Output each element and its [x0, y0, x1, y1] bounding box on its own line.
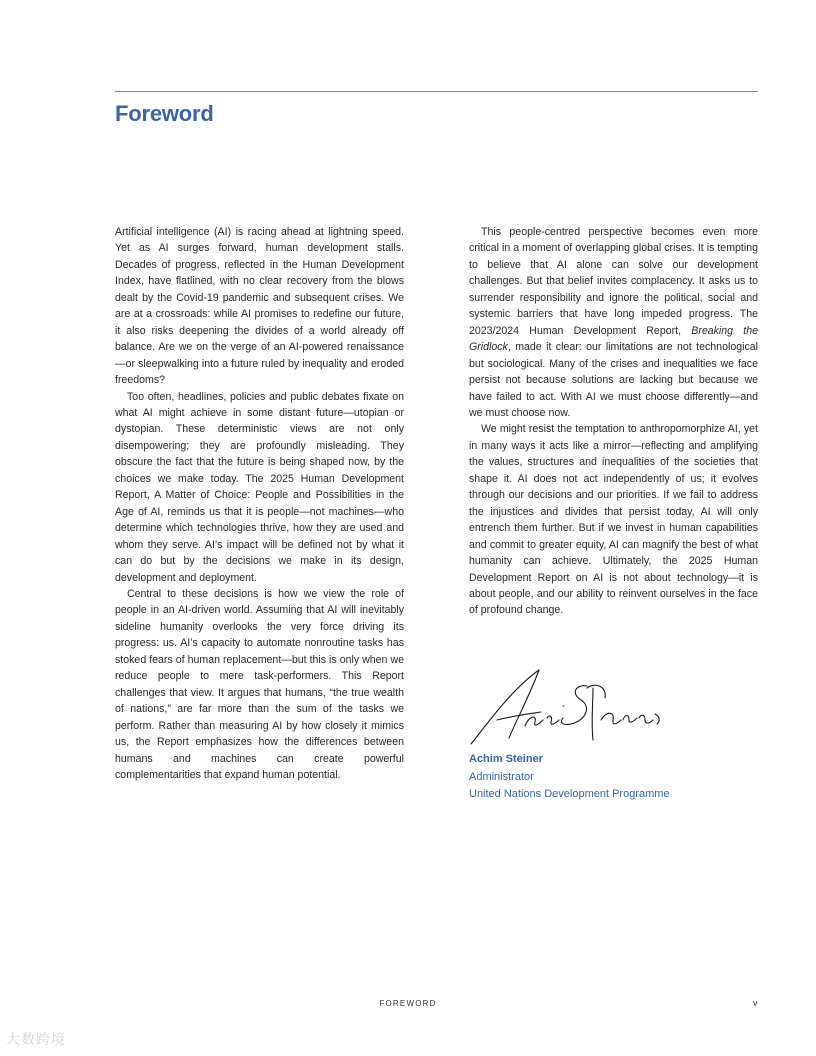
paragraph: Artificial intelligence (AI) is racing ahead at lightning speed. Yet as AI surges forward, human development stalls. Decades of progress, reflected in the Human Development Index, have flatlined, with no clear recovery from the blows dealt by the Covid-19 pandemic and subsequent crises. We are at a crossroads: while AI promises to redefine our future, it also risks deepening the divides of a world already off balance. Are we on the verge of an AI-powered renaissance—or sleepwalking into a future ruled by inequality and eroded freedoms? [115, 226, 404, 387]
signatory-organization: United Nations Development Programme [469, 788, 670, 800]
signatory-name: Achim Steiner [469, 753, 543, 765]
right-text-column [469, 224, 758, 619]
paragraph: Too often, headlines, policies and public debates fixate on what AI might achieve in some distant future—utopian or dystopian. These deterministic views are not only disempowering; they are profoundly misleading. They obscure the fact that the future is being shaped now, by the choices we make today. The 2025 Human Development Report, A Matter of Choice: People and Possibilities in the Age of AI, reminds us that it is people—not machines—who determine which technologies thrive, how they are used and whom they serve. AI’s impact will be defined not by what it can do but by the decisions we make in its design, development and deployment. [115, 390, 404, 584]
handwritten-signature [467, 664, 667, 748]
left-text-column [115, 224, 404, 783]
paragraph [469, 224, 758, 421]
top-divider-rule [115, 91, 758, 92]
page-number: v [753, 998, 758, 1008]
paragraph: We might resist the temptation to anthropomorphize AI, yet in many ways it acts like a mirror—reflecting and amplifying the values, structures and inequalities of the societies that shape it. AI does not act independently of us; it evolves through our decisions and our priorities. If we fail to address the injustices and divides that persist today, AI will only entrench them further. But if we invest in human capabilities and commit to greater equity, AI can magnify the best of what humanity can achieve. Ultimately, the 2025 Human Development Report on AI is not about technology—it is about people, and our ability to reinvent ourselves in the face of profound change. [469, 423, 758, 617]
footer-section-label: FOREWORD [379, 999, 437, 1008]
watermark: 大数跨境 [6, 1031, 66, 1047]
report-title-italic: Breaking the Gridlock [469, 324, 759, 354]
page-title: Foreword [115, 101, 214, 126]
paragraph-text: This people-centred perspective becomes even more critical in a moment of overlapping global crises. It is tempting to believe that AI alone can solve our development challenges. But that belief invites complacency. It asks us to surrender responsibility and ignore the political, social and systemic barriers that have long impeded progress. The 2023/2024 Human Development Report, [469, 226, 758, 337]
paragraph-text: , made it clear: our limitations are not technological but sociological. Many of the crises and inequalities we face persist not because solutions are lacking but because we have failed to act. With AI we must choose differently—and we must choose now. [469, 341, 758, 419]
signatory-role: Administrator [469, 771, 534, 783]
paragraph: Central to these decisions is how we view the role of people in an AI-driven world. Assuming that AI will inevitably sideline humanity overlooks the very force driving its progress: us. AI’s capacity to automate nonroutine tasks has stoked fears of human replacement—but this is only when we reduce people to mere task-performers. This Report challenges that view. It argues that humans, “the true wealth of nations,” are far more than the sum of the tasks we perform. Rather than measuring AI by how closely it mimics us, the Report emphasizes how the differences between humans and machines can create powerful complementarities that expand human potential. [115, 587, 404, 781]
